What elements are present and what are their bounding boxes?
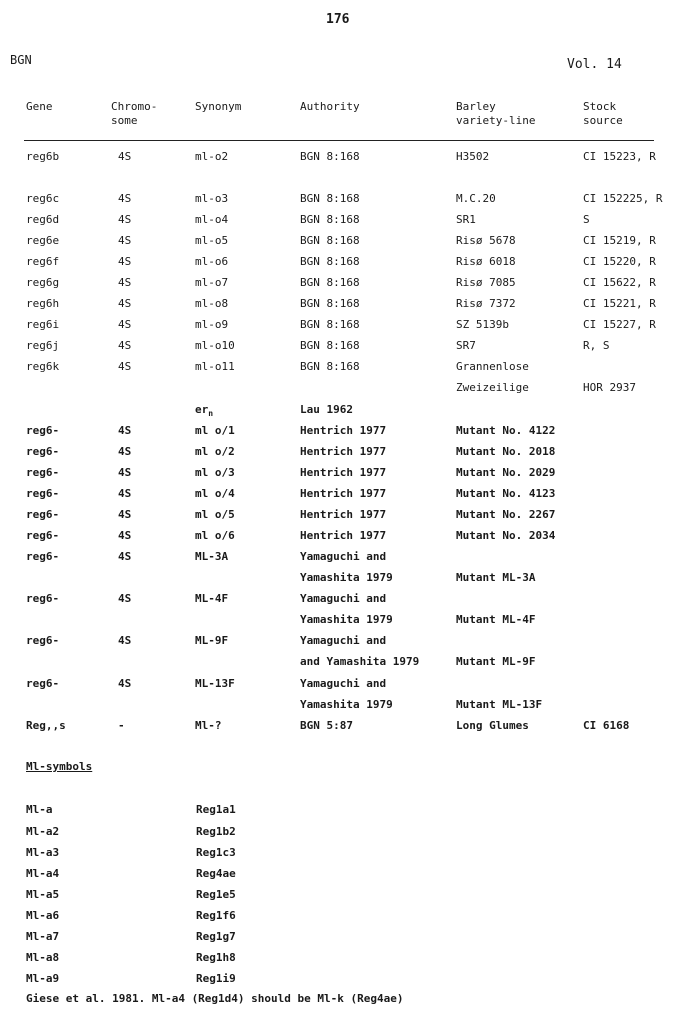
reg-symbol: Reg1e5 <box>196 888 236 901</box>
cell-barley: SR1 <box>456 213 476 226</box>
cell-syn: ml-o5 <box>195 234 229 247</box>
cell-stock: R, S <box>583 339 610 352</box>
cell-auth: Hentrich 1977 <box>300 529 387 542</box>
col-header-stock-line2: source <box>583 114 623 127</box>
cell-chrom: 4S <box>118 150 132 163</box>
cell-chrom: 4S <box>118 634 132 647</box>
cell-gene: reg6k <box>26 360 60 373</box>
col-header-synonym: Synonym <box>195 100 242 113</box>
col-header-chromosome-line1: Chromo- <box>111 100 158 113</box>
reg-symbol: Reg1c3 <box>196 846 236 859</box>
cell-stock: CI 15220, R <box>583 255 656 268</box>
cell-auth: BGN 8:168 <box>300 192 360 205</box>
col-header-authority: Authority <box>300 100 360 113</box>
cell-barley: Mutant ML-13F <box>456 698 543 711</box>
cell-barley: Zweizeilige <box>456 381 529 394</box>
cell-barley: Risø 7085 <box>456 276 516 289</box>
col-header-barley-line2: variety-line <box>456 114 536 127</box>
cell-stock: CI 15223, R <box>583 150 656 163</box>
cell-stock: HOR 2937 <box>583 381 636 394</box>
cell-syn: ml-o3 <box>195 192 229 205</box>
cell-gene: Reg,,s <box>26 719 66 732</box>
ml-symbol: Ml-a3 <box>26 846 60 859</box>
reg-symbol: Reg1h8 <box>196 951 236 964</box>
cell-auth: BGN 5:87 <box>300 719 353 732</box>
cell-gene: reg6- <box>26 508 60 521</box>
ml-symbol: Ml-a9 <box>26 972 60 985</box>
cell-syn: ML-3A <box>195 550 229 563</box>
cell-auth: Yamaguchi and <box>300 634 387 647</box>
cell-auth: Hentrich 1977 <box>300 445 387 458</box>
cell-auth: BGN 8:168 <box>300 234 360 247</box>
cell-chrom: 4S <box>118 592 132 605</box>
cell-syn: ml-o6 <box>195 255 229 268</box>
cell-chrom: 4S <box>118 339 132 352</box>
cell-syn: ml-o4 <box>195 213 229 226</box>
cell-auth: BGN 8:168 <box>300 318 360 331</box>
cell-barley: Risø 7372 <box>456 297 516 310</box>
cell-stock: CI 15227, R <box>583 318 656 331</box>
cell-barley: Risø 6018 <box>456 255 516 268</box>
ml-symbol: Ml-a5 <box>26 888 60 901</box>
cell-barley: Mutant No. 2034 <box>456 529 556 542</box>
cell-auth: Hentrich 1977 <box>300 508 387 521</box>
reg-symbol: Reg1i9 <box>196 972 236 985</box>
cell-gene: reg6b <box>26 150 60 163</box>
cell-chrom: 4S <box>118 424 132 437</box>
cell-gene: reg6c <box>26 192 60 205</box>
cell-syn: ml-o8 <box>195 297 229 310</box>
cell-syn: ml o/3 <box>195 466 235 479</box>
cell-gene: reg6- <box>26 445 60 458</box>
cell-chrom: 4S <box>118 529 132 542</box>
cell-auth: Yamaguchi and <box>300 550 387 563</box>
cell-syn: ml o/5 <box>195 508 235 521</box>
cell-gene: reg6- <box>26 634 60 647</box>
cell-barley: Mutant No. 4123 <box>456 487 556 500</box>
cell-barley: SR7 <box>456 339 476 352</box>
cell-chrom: 4S <box>118 445 132 458</box>
cell-auth: Hentrich 1977 <box>300 466 387 479</box>
reg-symbol: Reg1g7 <box>196 930 236 943</box>
cell-syn: Ml-? <box>195 719 222 732</box>
reg-symbol: Reg1b2 <box>196 825 236 838</box>
cell-gene: reg6- <box>26 550 60 563</box>
cell-gene: reg6i <box>26 318 60 331</box>
ml-symbol: Ml-a <box>26 803 53 816</box>
cell-syn: ml-o2 <box>195 150 229 163</box>
cell-stock: CI 15221, R <box>583 297 656 310</box>
cell-chrom: 4S <box>118 318 132 331</box>
cell-chrom: 4S <box>118 213 132 226</box>
cell-syn: ML-4F <box>195 592 229 605</box>
cell-syn: ml-o11 <box>195 360 235 373</box>
cell-syn-subscript: n <box>208 409 214 419</box>
cell-stock: CI 6168 <box>583 719 630 732</box>
ml-symbol: Ml-a7 <box>26 930 60 943</box>
cell-barley: SZ 5139b <box>456 318 509 331</box>
cell-syn: ml o/1 <box>195 424 235 437</box>
ml-symbol: Ml-a2 <box>26 825 60 838</box>
cell-barley: M.C.20 <box>456 192 496 205</box>
col-header-gene: Gene <box>26 100 53 113</box>
cell-barley: Mutant ML-4F <box>456 613 536 626</box>
series-title: BGN <box>10 53 32 67</box>
cell-barley: Grannenlose <box>456 360 529 373</box>
cell-stock: CI 15622, R <box>583 276 656 289</box>
cell-gene: reg6f <box>26 255 60 268</box>
ml-symbol: Ml-a6 <box>26 909 60 922</box>
cell-stock: S <box>583 213 590 226</box>
cell-auth: BGN 8:168 <box>300 339 360 352</box>
cell-syn: ML-13F <box>195 677 235 690</box>
cell-auth: BGN 8:168 <box>300 276 360 289</box>
cell-auth: Hentrich 1977 <box>300 424 387 437</box>
cell-barley: Mutant No. 2029 <box>456 466 556 479</box>
col-header-stock <box>583 100 623 128</box>
cell-syn: $er_n$ <box>195 403 214 419</box>
cell-syn: ml o/6 <box>195 529 235 542</box>
cell-chrom: 4S <box>118 466 132 479</box>
cell-auth: Lau 1962 <box>300 403 353 416</box>
cell-gene: reg6j <box>26 339 60 352</box>
ml-symbol: Ml-a4 <box>26 867 60 880</box>
col-header-barley <box>456 100 535 128</box>
cell-gene: reg6g <box>26 276 60 289</box>
cell-syn: ml-o7 <box>195 276 229 289</box>
volume-label: Vol. 14 <box>567 57 622 72</box>
cell-syn: ml o/2 <box>195 445 235 458</box>
cell-auth: Hentrich 1977 <box>300 487 387 500</box>
cell-gene: reg6d <box>26 213 60 226</box>
cell-chrom: 4S <box>118 360 132 373</box>
cell-chrom: 4S <box>118 234 132 247</box>
cell-chrom: 4S <box>118 255 132 268</box>
cell-auth: Yamaguchi and <box>300 677 387 690</box>
ml-symbol: Ml-a8 <box>26 951 60 964</box>
cell-barley: Mutant No. 2267 <box>456 508 556 521</box>
col-header-chromosome <box>111 100 157 128</box>
cell-barley: Mutant No. 2018 <box>456 445 556 458</box>
cell-gene: reg6- <box>26 487 60 500</box>
cell-chrom: 4S <box>118 508 132 521</box>
reg-symbol: Reg4ae <box>196 867 236 880</box>
reg-symbol: Reg1f6 <box>196 909 236 922</box>
cell-auth: Yamashita 1979 <box>300 571 393 584</box>
cell-chrom: 4S <box>118 297 132 310</box>
ml-symbols-title: Ml-symbols <box>26 760 93 773</box>
cell-auth: and Yamashita 1979 <box>300 655 420 668</box>
cell-barley: Long Glumes <box>456 719 529 732</box>
page-number: 176 <box>326 12 350 27</box>
cell-syn: ml o/4 <box>195 487 235 500</box>
cell-auth: BGN 8:168 <box>300 297 360 310</box>
cell-barley: Risø 5678 <box>456 234 516 247</box>
cell-chrom: 4S <box>118 550 132 563</box>
cell-barley: H3502 <box>456 150 490 163</box>
cell-chrom: 4S <box>118 487 132 500</box>
cell-auth: Yamaguchi and <box>300 592 387 605</box>
cell-stock: CI 15219, R <box>583 234 656 247</box>
cell-syn: ml-o9 <box>195 318 229 331</box>
cell-auth: Yamashita 1979 <box>300 698 393 711</box>
cell-auth: BGN 8:168 <box>300 255 360 268</box>
cell-syn: ML-9F <box>195 634 229 647</box>
cell-chrom: 4S <box>118 276 132 289</box>
cell-gene: reg6- <box>26 529 60 542</box>
cell-gene: reg6h <box>26 297 60 310</box>
cell-auth: BGN 8:168 <box>300 360 360 373</box>
col-header-chromosome-line2: some <box>111 114 138 127</box>
col-header-stock-line1: Stock <box>583 100 617 113</box>
header-rule <box>24 140 654 141</box>
cell-chrom: 4S <box>118 192 132 205</box>
cell-syn: ml-o10 <box>195 339 235 352</box>
cell-barley: Mutant ML-9F <box>456 655 536 668</box>
cell-gene: reg6- <box>26 466 60 479</box>
cell-chrom: - <box>118 719 125 732</box>
cell-auth: BGN 8:168 <box>300 213 360 226</box>
cell-stock: CI 152225, R <box>583 192 663 205</box>
cell-barley: Mutant No. 4122 <box>456 424 556 437</box>
cell-chrom: 4S <box>118 677 132 690</box>
cell-gene: reg6- <box>26 677 60 690</box>
cell-auth: Yamashita 1979 <box>300 613 393 626</box>
cell-barley: Mutant ML-3A <box>456 571 536 584</box>
col-header-barley-line1: Barley <box>456 100 496 113</box>
reg-symbol: Reg1a1 <box>196 803 236 816</box>
cell-gene: reg6- <box>26 592 60 605</box>
footnote: Giese et al. 1981. Ml-a4 (Reg1d4) should be Ml-k (Reg4ae) <box>26 992 404 1005</box>
cell-auth: BGN 8:168 <box>300 150 360 163</box>
cell-gene: reg6e <box>26 234 60 247</box>
cell-gene: reg6- <box>26 424 60 437</box>
